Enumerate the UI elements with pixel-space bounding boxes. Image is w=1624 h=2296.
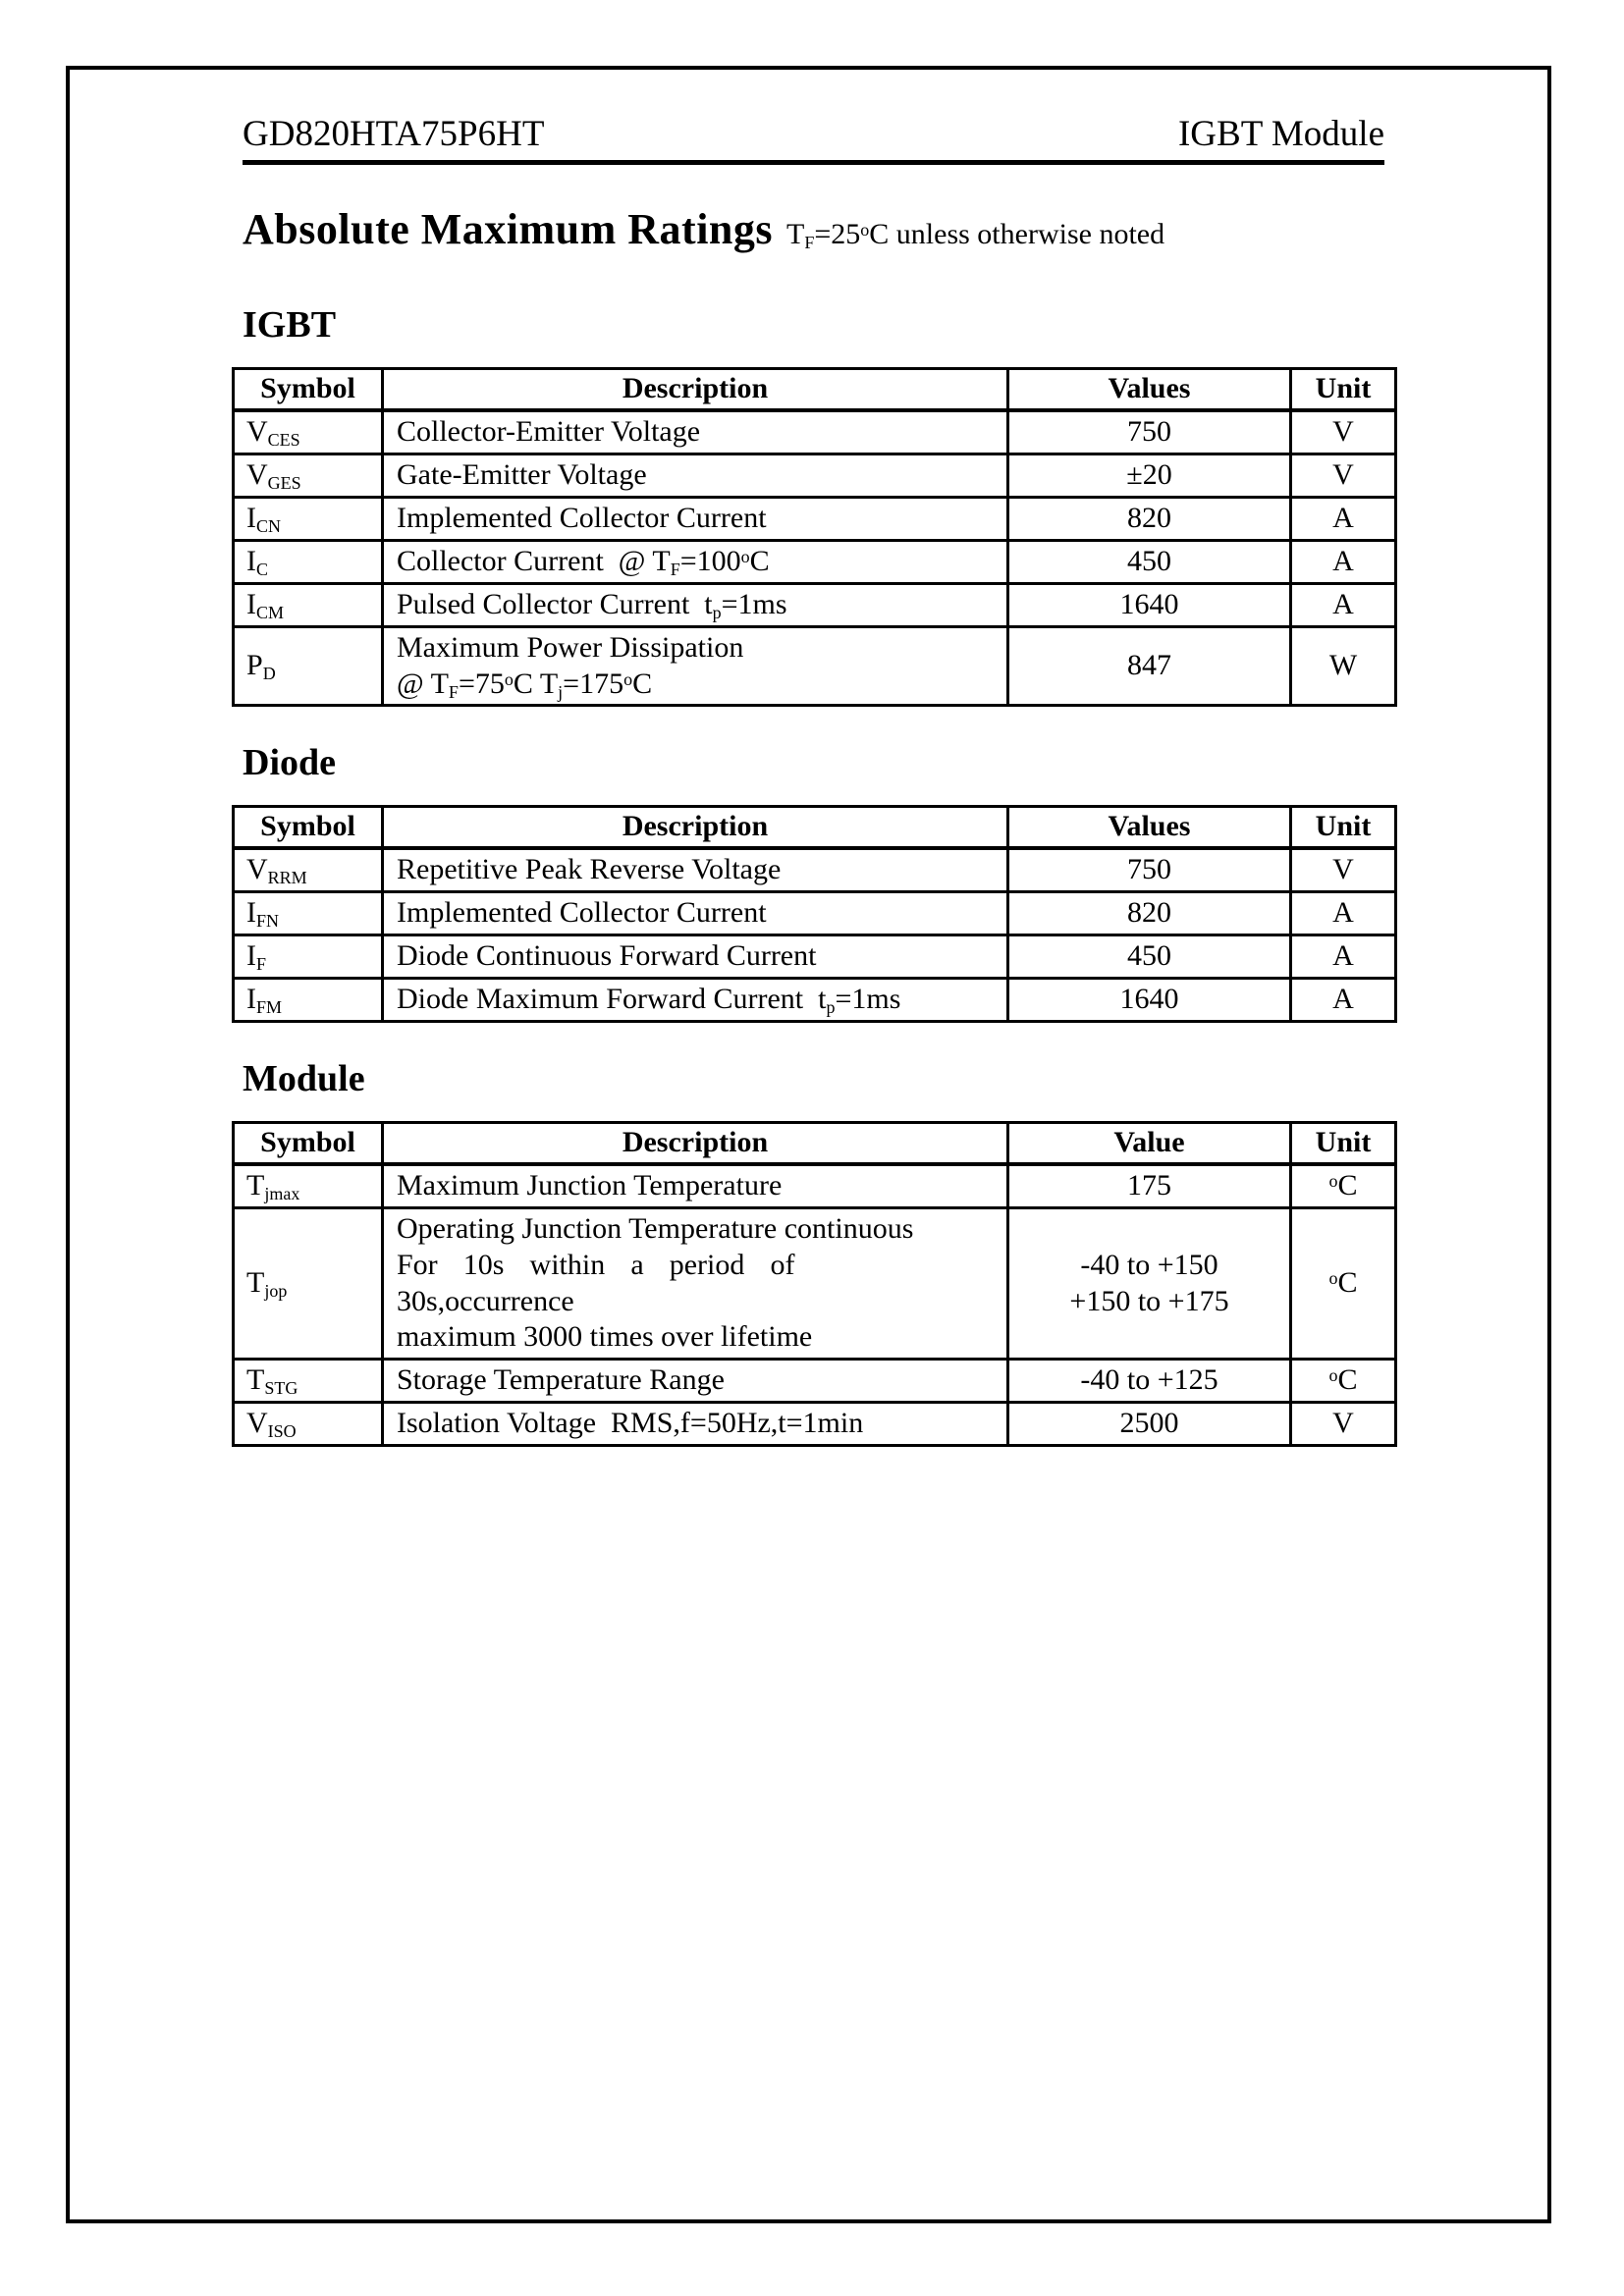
section-heading-igbt: IGBT xyxy=(243,304,337,346)
table-row xyxy=(234,1164,1396,1207)
table-row xyxy=(234,540,1396,583)
description-cell: Pulsed Collector Current $t_p=1ms$ xyxy=(383,583,1008,626)
value-cell xyxy=(1008,1207,1291,1360)
description-cell-line: Operating Junction Temperature continuous xyxy=(397,1211,914,1245)
symbol-cell: $P_D$ xyxy=(234,626,383,706)
table-row xyxy=(234,410,1396,454)
unit-cell: $^o$C xyxy=(1291,1207,1396,1360)
column-header-description: Description xyxy=(383,807,1008,848)
value-cell: ±20 xyxy=(1008,454,1291,497)
title-condition: $T_F=25^oC$ unless otherwise noted xyxy=(786,218,1165,253)
table-row xyxy=(234,892,1396,935)
unit-cell: A xyxy=(1291,979,1396,1022)
symbol-cell: $I_C$ xyxy=(234,540,383,583)
column-header-symbol: Symbol xyxy=(234,368,383,409)
unit-cell: V xyxy=(1291,454,1396,497)
value-cell: 1640 xyxy=(1008,979,1291,1022)
description-cell: Repetitive Peak Reverse Voltage xyxy=(383,848,1008,891)
value-cell: 820 xyxy=(1008,892,1291,935)
description-cell xyxy=(383,1207,1008,1360)
ratings-table-module xyxy=(232,1121,1397,1447)
header-row xyxy=(234,368,1396,409)
table-row xyxy=(234,935,1396,979)
table-row xyxy=(234,454,1396,497)
column-header-values: Values xyxy=(1008,368,1291,409)
value-cell: 175 xyxy=(1008,1164,1291,1207)
unit-cell: W xyxy=(1291,626,1396,706)
column-header-unit: Unit xyxy=(1291,368,1396,409)
unit-cell: A xyxy=(1291,935,1396,979)
value-cell: 2500 xyxy=(1008,1403,1291,1446)
symbol-cell: $V_{RRM}$ xyxy=(234,848,383,891)
value-cell: 750 xyxy=(1008,848,1291,891)
table-row xyxy=(234,1207,1396,1360)
unit-cell: $^o$C xyxy=(1291,1360,1396,1403)
description-cell: Isolation Voltage RMS,f=50Hz,t=1min xyxy=(383,1403,1008,1446)
column-header-unit: Unit xyxy=(1291,807,1396,848)
sections xyxy=(232,306,1394,1480)
value-cell: 847 xyxy=(1008,626,1291,706)
description-cell: Implemented Collector Current xyxy=(383,497,1008,540)
unit-cell: A xyxy=(1291,497,1396,540)
unit-cell: A xyxy=(1291,892,1396,935)
symbol-cell: $I_{CN}$ xyxy=(234,497,383,540)
table-row xyxy=(234,497,1396,540)
description-cell-line: Maximum Power Dissipation xyxy=(397,630,744,664)
unit-cell: $^o$C xyxy=(1291,1164,1396,1207)
header-row xyxy=(234,1123,1396,1164)
table-row xyxy=(234,1360,1396,1403)
symbol-cell: $V_{GES}$ xyxy=(234,454,383,497)
description-cell: Diode Maximum Forward Current $t_p=1ms$ xyxy=(383,979,1008,1022)
symbol-cell: $T_{STG}$ xyxy=(234,1360,383,1403)
value-cell: 750 xyxy=(1008,410,1291,454)
description-cell-line: maximum 3000 times over lifetime xyxy=(397,1320,813,1354)
value-cell: 450 xyxy=(1008,935,1291,979)
symbol-cell: $I_{FN}$ xyxy=(234,892,383,935)
unit-cell: A xyxy=(1291,583,1396,626)
symbol-cell: $V_{ISO}$ xyxy=(234,1403,383,1446)
value-cell: 450 xyxy=(1008,540,1291,583)
column-header-values: Values xyxy=(1008,807,1291,848)
column-header-symbol: Symbol xyxy=(234,807,383,848)
unit-cell: V xyxy=(1291,410,1396,454)
value-cell-line: -40 to +150 xyxy=(1080,1248,1218,1281)
symbol-cell: $I_{CM}$ xyxy=(234,583,383,626)
description-cell: Diode Continuous Forward Current xyxy=(383,935,1008,979)
description-cell-line: For 10s within a period of 30s,occurrence xyxy=(397,1248,795,1317)
ratings-table-diode xyxy=(232,805,1397,1023)
header-row xyxy=(234,807,1396,848)
page-title: Absolute Maximum Ratings xyxy=(243,205,774,253)
table-row xyxy=(234,848,1396,891)
description-cell: Collector-Emitter Voltage xyxy=(383,410,1008,454)
table-row xyxy=(234,1403,1396,1446)
table-row xyxy=(234,979,1396,1022)
column-header-symbol: Symbol xyxy=(234,1123,383,1164)
part-number: GD820HTA75P6HT xyxy=(243,114,545,154)
value-cell: 1640 xyxy=(1008,583,1291,626)
doc-header xyxy=(243,114,1384,165)
ratings-table-igbt xyxy=(232,367,1397,708)
value-cell: -40 to +125 xyxy=(1008,1360,1291,1403)
symbol-cell: $I_F$ xyxy=(234,935,383,979)
description-cell: Implemented Collector Current xyxy=(383,892,1008,935)
document-type: IGBT Module xyxy=(1177,114,1384,154)
column-header-value: Value xyxy=(1008,1123,1291,1164)
unit-cell: A xyxy=(1291,540,1396,583)
description-cell: Storage Temperature Range xyxy=(383,1360,1008,1403)
title-row xyxy=(243,204,1470,254)
symbol-cell: $V_{CES}$ xyxy=(234,410,383,454)
table-row xyxy=(234,583,1396,626)
unit-cell: V xyxy=(1291,1403,1396,1446)
section-heading-module: Module xyxy=(243,1058,365,1100)
description-cell: Gate-Emitter Voltage xyxy=(383,454,1008,497)
column-header-description: Description xyxy=(383,368,1008,409)
symbol-cell: $T_{jop}$ xyxy=(234,1207,383,1360)
symbol-cell: $T_{jmax}$ xyxy=(234,1164,383,1207)
description-cell-line: @ $T_F=75^oC$ $T_j=175^oC$ xyxy=(397,667,653,702)
section-heading-diode: Diode xyxy=(243,742,336,784)
description-cell: Maximum Junction Temperature xyxy=(383,1164,1008,1207)
value-cell: 820 xyxy=(1008,497,1291,540)
symbol-cell: $I_{FM}$ xyxy=(234,979,383,1022)
table-row xyxy=(234,626,1396,706)
value-cell-line: +150 to +175 xyxy=(1069,1284,1229,1317)
unit-cell: V xyxy=(1291,848,1396,891)
column-header-description: Description xyxy=(383,1123,1008,1164)
column-header-unit: Unit xyxy=(1291,1123,1396,1164)
description-cell: Collector Current @ $T_F=100^oC$ xyxy=(383,540,1008,583)
description-cell xyxy=(383,626,1008,706)
